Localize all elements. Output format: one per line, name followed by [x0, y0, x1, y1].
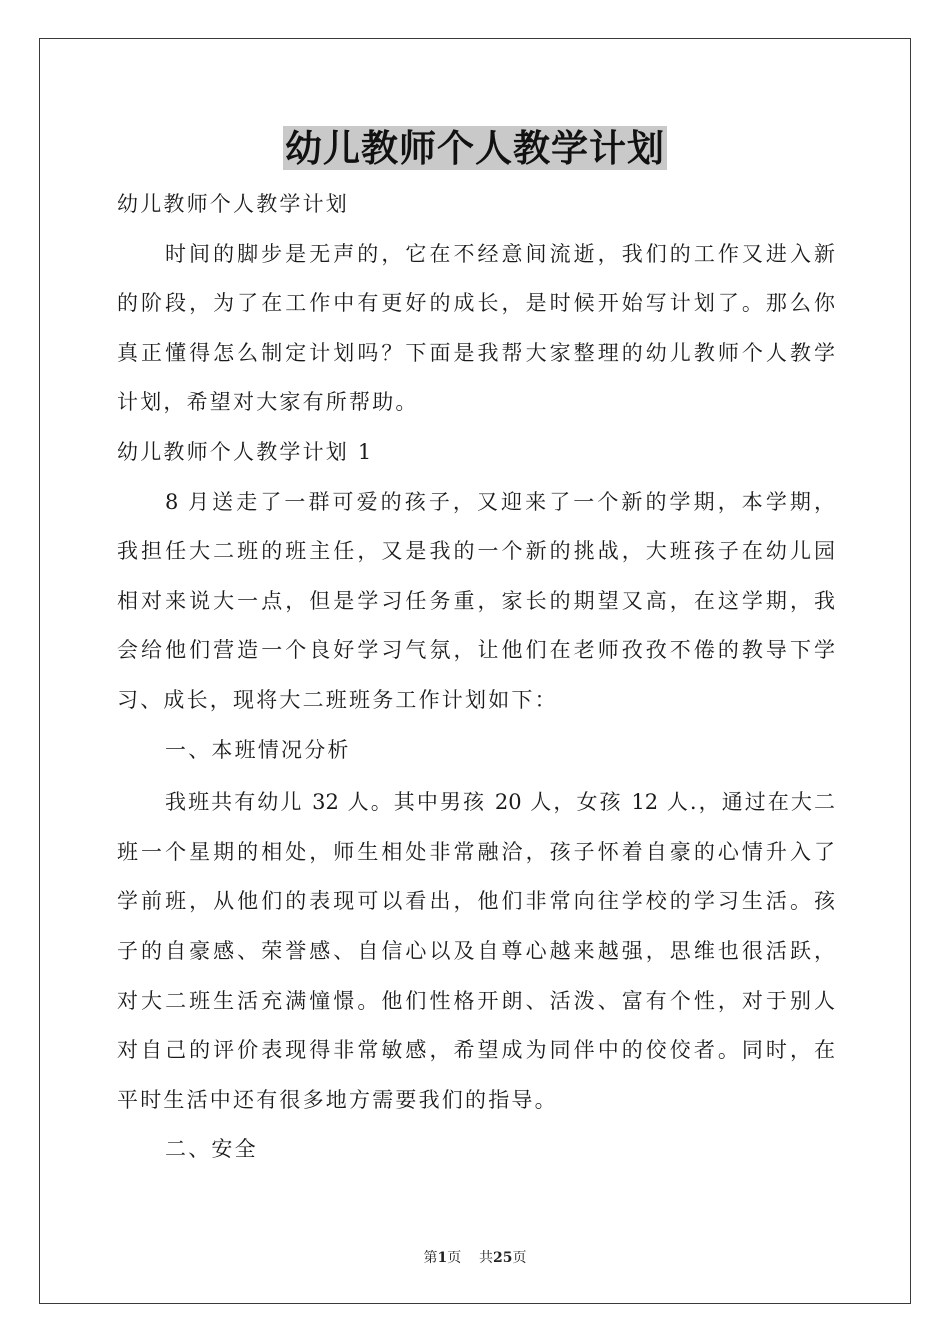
paragraph-line: 对自己的评价表现得非常敏感，希望成为同伴中的佼佼者。同时，在: [117, 1038, 835, 1063]
paragraph-line: 8 月送走了一群可爱的孩子，又迎来了一个新的学期，本学期，: [165, 489, 835, 514]
section-heading: 幼儿教师个人教学计划 1: [117, 439, 374, 464]
page-label-suffix: 页: [447, 1250, 462, 1266]
page-label-prefix: 第: [423, 1250, 438, 1266]
paragraph-line: 我担任大二班的班主任，又是我的一个新的挑战，大班孩子在幼儿园: [117, 539, 835, 564]
paragraph-line: 的阶段，为了在工作中有更好的成长，是时候开始写计划了。那么你: [117, 291, 835, 316]
document-body: [117, 180, 835, 1175]
total-label-suffix: 页: [512, 1250, 527, 1266]
page-footer: [0, 1247, 950, 1267]
total-pages-number: 25: [493, 1250, 513, 1266]
paragraph-line: 时间的脚步是无声的，它在不经意间流逝，我们的工作又进入新: [165, 241, 835, 266]
document-title: 幼儿教师个人教学计划: [285, 126, 665, 170]
paragraph-line: 对大二班生活充满憧憬。他们性格开朗、活泼、富有个性，对于别人: [117, 988, 835, 1013]
paragraph-line: 相对来说大一点，但是学习任务重，家长的期望又高，在这学期，我: [117, 588, 835, 613]
total-label-prefix: 共: [479, 1250, 494, 1266]
paragraph-line: 班一个星期的相处，师生相处非常融洽，孩子怀着自豪的心情升入了: [117, 839, 835, 864]
title-container: [0, 126, 950, 170]
paragraph-line: 习、成长，现将大二班班务工作计划如下：: [117, 687, 558, 712]
paragraph-line: 子的自豪感、荣誉感、自信心以及自尊心越来越强，思维也很活跃，: [117, 938, 835, 963]
subsection-heading: 一、本班情况分析: [165, 737, 351, 762]
paragraph-line: 学前班，从他们的表现可以看出，他们非常向往学校的学习生活。孩: [117, 889, 835, 914]
paragraph-line: 计划，希望对大家有所帮助。: [117, 390, 419, 415]
subsection-heading: 二、安全: [165, 1137, 258, 1162]
subtitle-line: 幼儿教师个人教学计划: [117, 192, 349, 216]
current-page-number: 1: [437, 1250, 448, 1266]
paragraph-line: 我班共有幼儿 32 人。其中男孩 20 人，女孩 12 人.，通过在大二: [165, 790, 835, 815]
paragraph-line: 会给他们营造一个良好学习气氛，让他们在老师孜孜不倦的教导下学: [117, 638, 835, 663]
paragraph-line: 真正懂得怎么制定计划吗？下面是我帮大家整理的幼儿教师个人教学: [117, 340, 835, 365]
paragraph-line: 平时生活中还有很多地方需要我们的指导。: [117, 1087, 558, 1112]
